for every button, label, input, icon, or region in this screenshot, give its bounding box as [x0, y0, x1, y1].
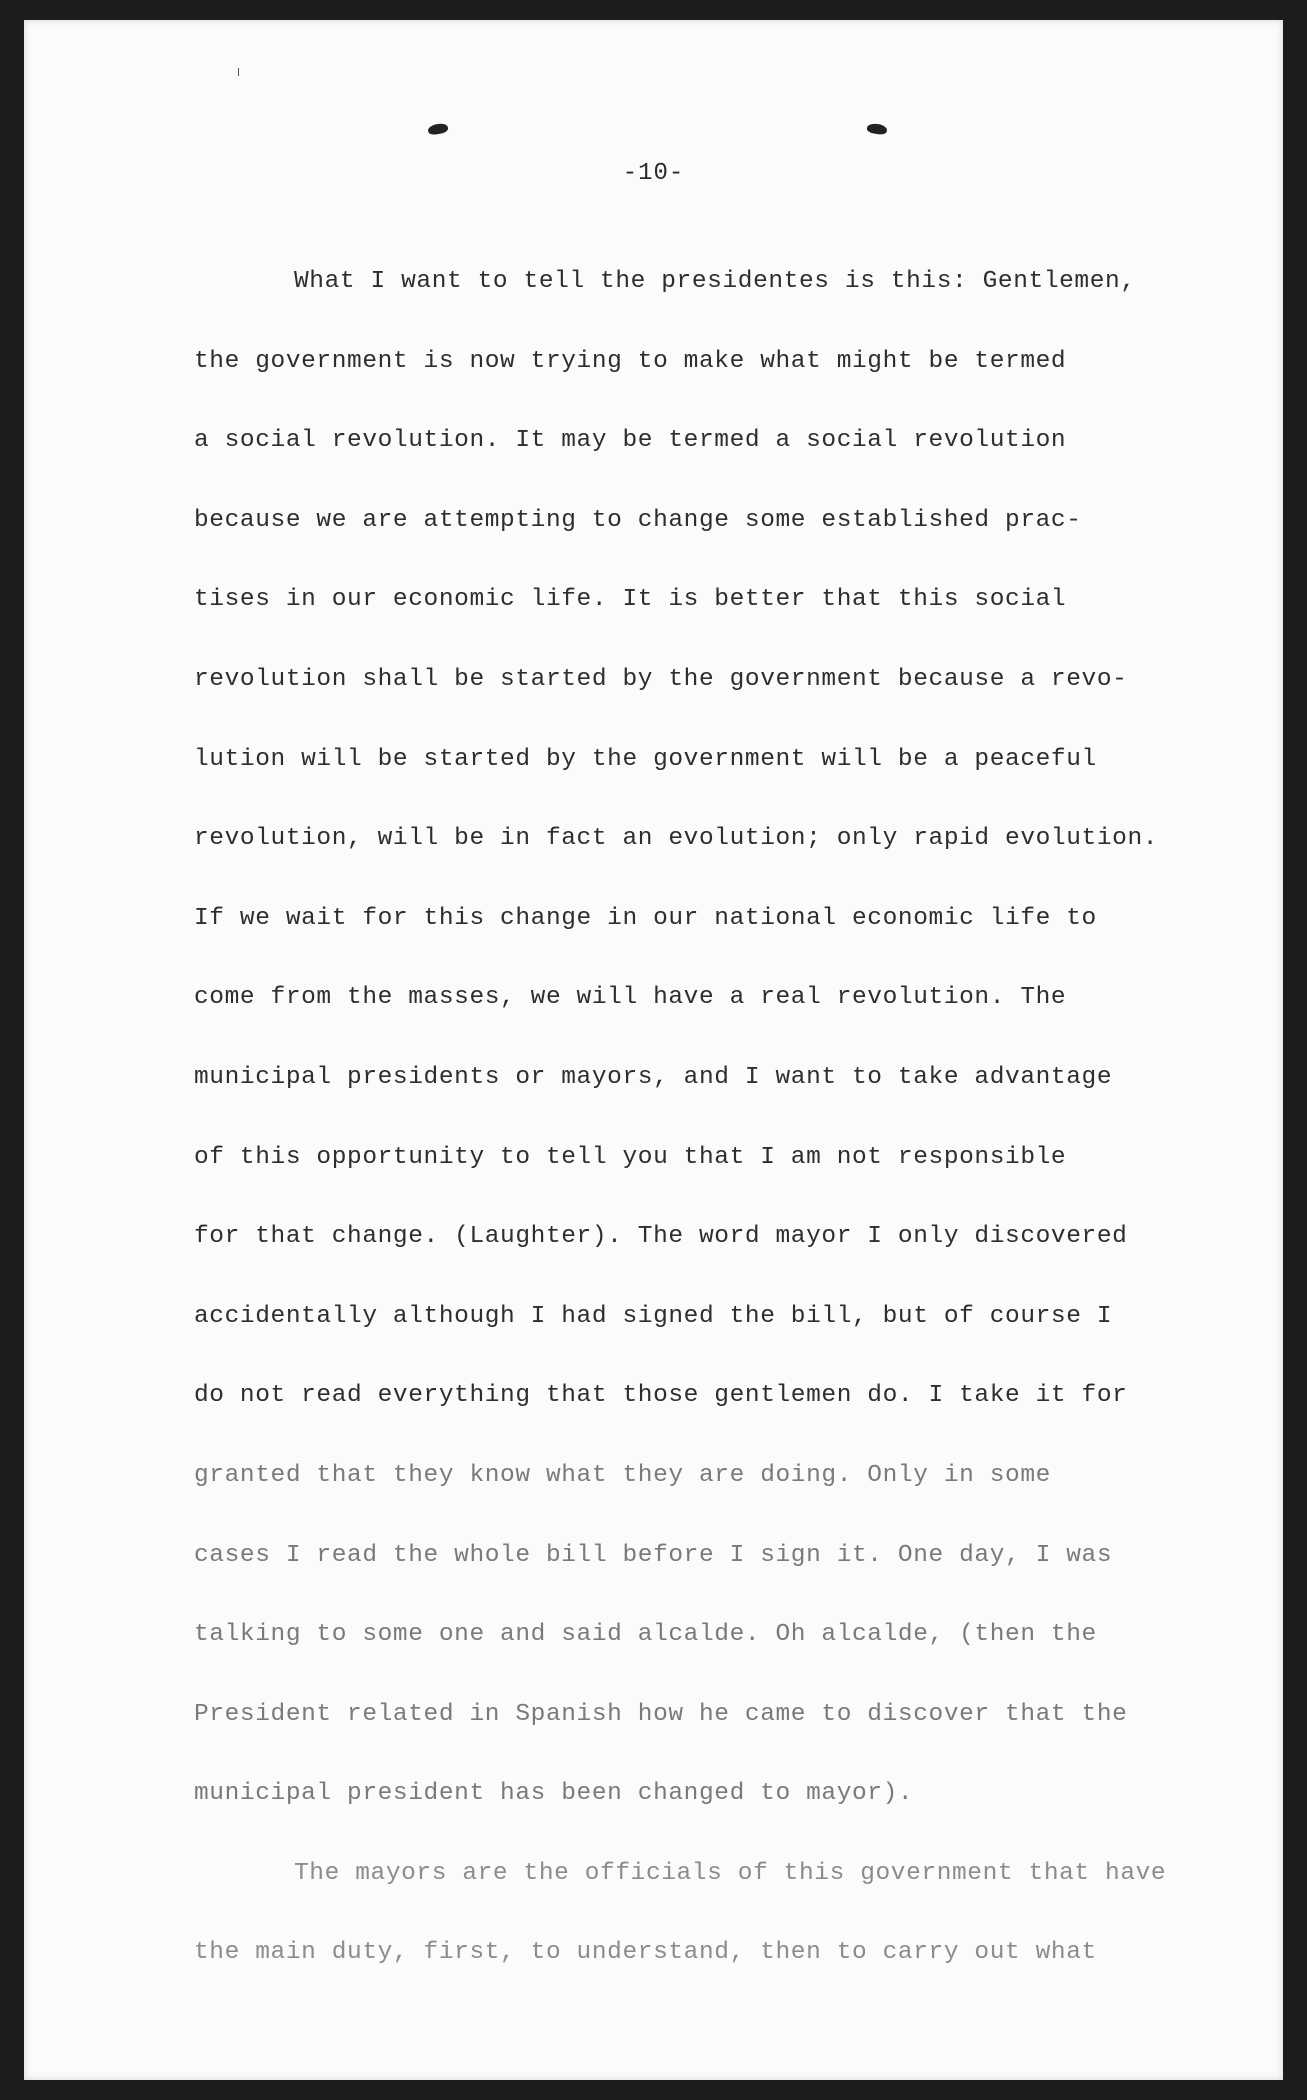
document-page: [24, 20, 1283, 2080]
text-line: The mayors are the officials of this government that have: [294, 1859, 1167, 1887]
text-line: for that change. (Laughter). The word mayor I only discovered: [194, 1223, 1128, 1251]
text-line: tises in our economic life. It is better that this social: [194, 586, 1067, 614]
text-line: a social revolution. It may be termed a social revolution: [194, 427, 1067, 455]
text-line: the government is now trying to make what might be termed: [194, 347, 1067, 375]
text-line: revolution, will be in fact an evolution; only rapid evolution.: [194, 825, 1159, 853]
text-line: revolution shall be started by the government because a revo-: [194, 665, 1128, 693]
text-line: cases I read the whole bill before I sign it. One day, I was: [194, 1541, 1113, 1569]
page-number: -10-: [622, 160, 685, 187]
text-line: the main duty, first, to understand, then to carry out what: [194, 1939, 1097, 1967]
paper-speck: [238, 68, 239, 76]
text-line: President related in Spanish how he came to discover that the: [194, 1700, 1128, 1728]
text-line: do not read everything that those gentlemen do. I take it for: [194, 1382, 1128, 1410]
punch-hole-left: [427, 122, 448, 135]
text-line: If we wait for this change in our national economic life to: [194, 904, 1097, 932]
typewritten-text: [194, 262, 1234, 2013]
text-line: municipal president has been changed to mayor).: [194, 1780, 914, 1808]
text-line: lution will be started by the government will be a peaceful: [194, 745, 1097, 773]
text-line: because we are attempting to change some established prac-: [194, 506, 1082, 534]
text-line: granted that they know what they are doing. Only in some: [194, 1461, 1051, 1489]
text-line: come from the masses, we will have a real revolution. The: [194, 984, 1067, 1012]
punch-hole-right: [866, 123, 887, 136]
text-line: of this opportunity to tell you that I am not responsible: [194, 1143, 1067, 1171]
text-line: accidentally although I had signed the bill, but of course I: [194, 1302, 1113, 1330]
text-line: talking to some one and said alcalde. Oh alcalde, (then the: [194, 1621, 1097, 1649]
text-line: municipal presidents or mayors, and I want to take advantage: [194, 1063, 1113, 1091]
text-line: What I want to tell the presidentes is this: Gentlemen,: [294, 268, 1136, 295]
